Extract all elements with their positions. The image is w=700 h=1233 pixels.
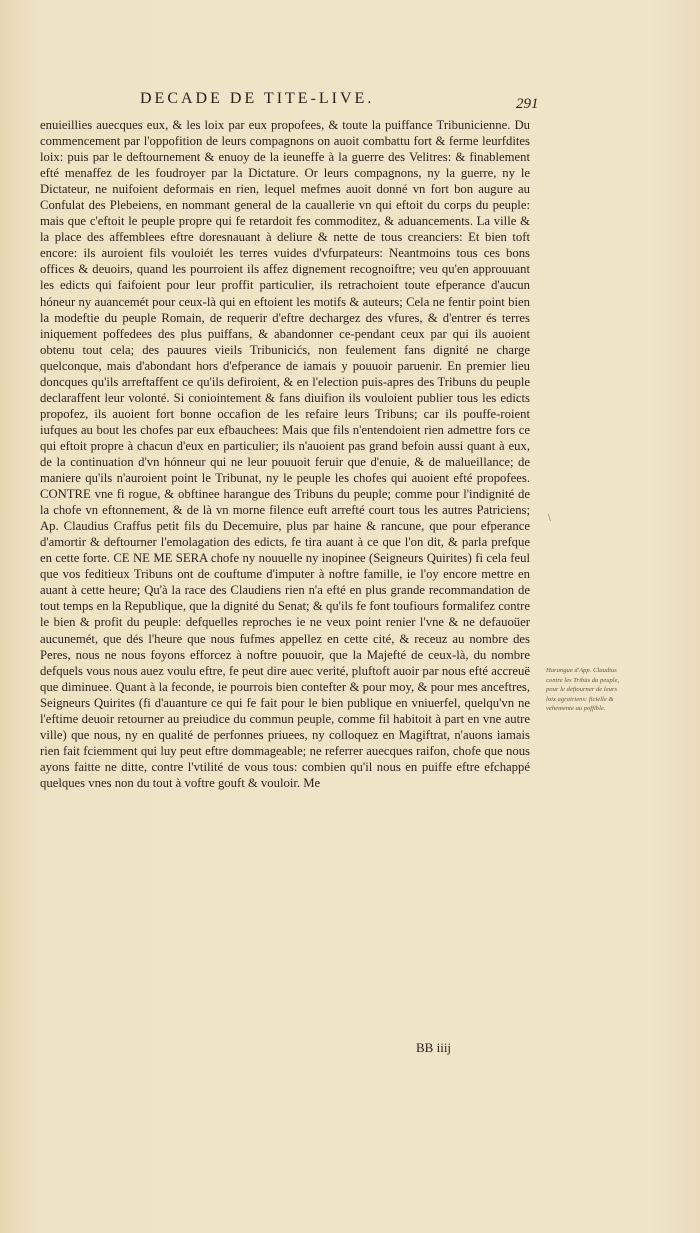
running-header: DECADE DE TITE-LIVE. [140, 90, 375, 107]
page-number: 291 [516, 96, 539, 112]
body-paragraph: enuieillies auecques eux, & les loix par eux propofees, & toute la puiffance Tribunicienne. Du commencement par l'oppofition de leurs compagnons on auoit combattu fort & ferme leurfdites loix: puis par le deftournement & enuoy de la ieuneffe à la guerre des Velitres: & finablement efté menaffez de les foudroyer par la Dictature. Or leurs compagnons, ny la guerre, ny le Dictateur, ne nuifoient deformais en rien, lequel mefmes auoit donné vn fort bon augure au Confulat des Plebeiens, en nommant general de la cauallerie vn qui eftoit du corps du peuple: mais que c'eftoit le peuple propre qui fe retardoit fes commoditez, & aduancements. La ville & la place des affemblees eftre doresnauant à deliure & nette de tous creanciers: Et bien toft encore: ils auroient fils vouloiét les terres vuides d'vfurpateurs: Neantmoins tous ces bons offices & deuoirs, quand les pourroient ils affez dignement recognoiftre; veu qu'en approuuant les edicts qui faifoient pour leur proffit particulier, ils retrachoient toute efperance d'aucun hóneur ny auancemét pour ceux-là qui en eftoient les motifs & auteurs; Cela ne fentir point bien la modeftie du peuple Romain, de requerir d'eftre dechargez des vfures, & d'entrer és terres iniquement poffedees des plus puiffans, & abandonner ce-pendant ceux par qui ils auoient obtenu tout cela; des pauures vieils Tribunicićs, non feulement fans dignité ne charge quelconque, mais d'abondant hors d'efperance de iamais y pouuoir paruenir. En premier lieu doncques qu'ils arreftaffent ce qu'ils defiroient, & en l'election puis-apres des Tribuns du peuple declaraffent leur volonté. Si coniointement & fans diuifion ils vouloient publier tous les edicts propofez, ils auoient fort bonne occafion de les refaire leurs Tribuns; car ils pouffe-roient iufques au bout les chofes par eux efbauchees: Mais que fils n'entendoient rien admettre fors ce qui eftoit propre à chacun d'eux en particulier; ils n'auoient pas grand befoin aussi quant à eux, de la continuation d'vn hónneur qui ne leur pouuoit feruir que d'enuie, & de malueillance; de maniere qu'ils n'auroient point le Tribunat, ny le peuple les chofes qui auoient efté propofees. CONTRE vne fi rogue, & obftinee harangue des Tribuns du peuple; comme pour l'indignité de la chofe vn eftonnement, & de là vn morne filence euft arrefté court tous les autres Patriciens; Ap. Claudius Craffus petit fils du Decemuire, plus par haine & rancune, que pour efperance d'amortir & deftourner l'emolagation des edicts, fe tira auant à ce que l'on dit, & parla prefque en cette forte. CE NE ME SERA chofe ny nouuelle ny inopinee (Seigneurs Quirites) fi cela feul que vos feditieux Tribuns ont de couftume d'imputer à noftre famille, ie l'oy encore mettre en auant à cette heure; Qu'à la race des Claudiens rien n'a efté en plus grande recommandation de tout temps en la Republique, que la dignité du Senat; & qu'ils fe font toufiours formalifez contre le bien & profit du peuple: defquelles reproches ie ne veux point renier l'vne & ne defauoüer aucunemét, que dés l'heure que nous fufmes appellez en cette cité, & receuz au nombre des Peres, nous ne nous foyons efforcez à noftre pouuoir, que la Majefté de ceux-là, du nombre defquels vous nous auez voulu eftre, fe peut dire auec verité, pluftoft auoir par nous efté accreuë que diminuee. Quant à la feconde, ie pourrois bien contefter & pour moy, & pour mes anceftres, Seigneurs Quirites (fi d'auanture ce qui fe fait pour le bien publique en vniuerfel, quelqu'vn ne l'eftime deuoir retourner au preiudice du commun peuple, comme fil habitoit à part en vne autre ville) que nous, ny en qualité de perfonnes priuees, ny colloquez en Magiftrat, n'auons iamais rien fait fciemment qui luy peut eftre dommageable; ne referrer auecques raifon, chofe que nous ayons faitte ne ditte, contre l'vtilité de vous tous: combien qu'il nous en puiffe eftre efchappé quelques vnes non du tout à voftre gouft & vouloir. Me [40, 118, 530, 790]
signature-mark: BB iiij [416, 1040, 452, 1055]
main-text-column [40, 117, 530, 791]
margin-note: Harangue d'App. Claudius contre les Tribūs du peuple, pour le deftourner de leurs loix agrairiens: ficielle & vehemente au poffible. [546, 667, 620, 713]
margin-mark: \ [548, 513, 551, 524]
